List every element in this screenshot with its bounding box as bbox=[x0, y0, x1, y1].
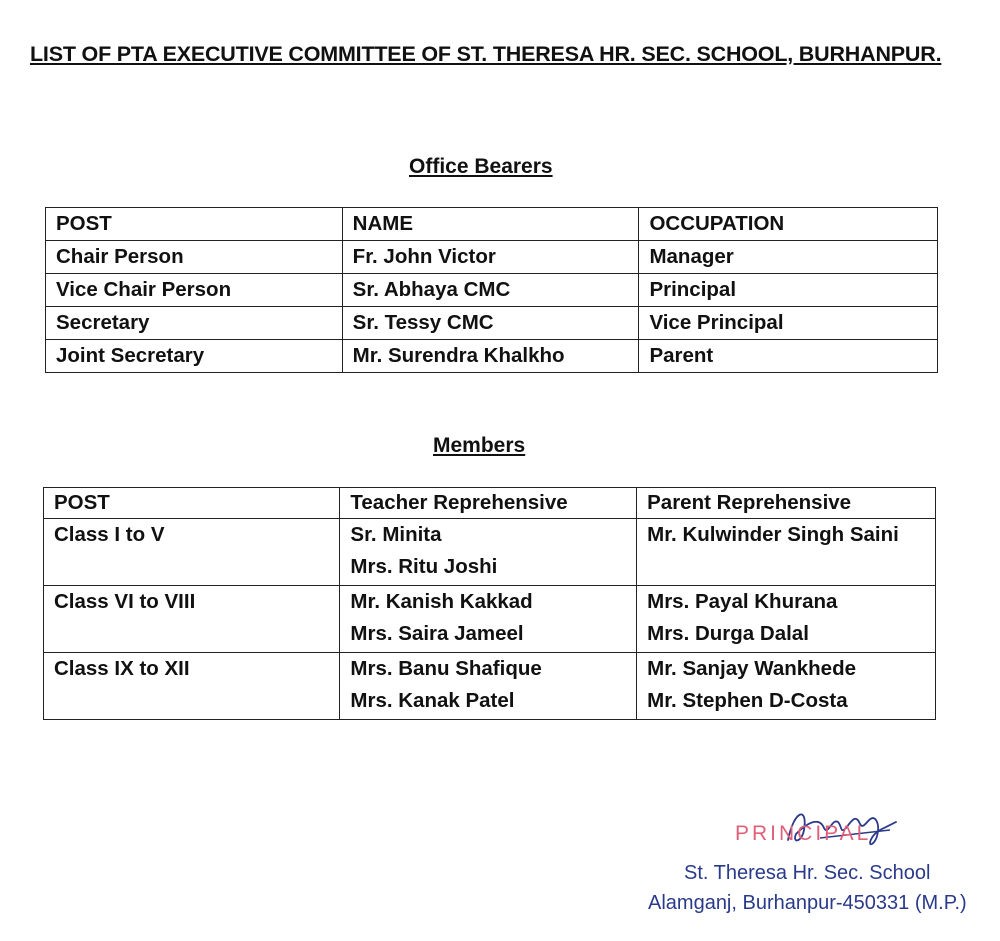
teacher-name: Mrs. Banu Shafique bbox=[350, 657, 542, 680]
header-cell: OCCUPATION bbox=[639, 208, 938, 241]
parent-cell bbox=[637, 519, 936, 586]
table-row bbox=[46, 241, 938, 274]
header-cell: Parent Reprehensive bbox=[637, 488, 936, 519]
table-row bbox=[46, 274, 938, 307]
header-cell: NAME bbox=[342, 208, 639, 241]
parent-name: Mrs. Payal Khurana bbox=[647, 590, 838, 613]
table-row bbox=[44, 586, 936, 653]
name-cell: Sr. Abhaya CMC bbox=[342, 274, 639, 307]
table-row bbox=[46, 307, 938, 340]
header-cell: Teacher Reprehensive bbox=[340, 488, 637, 519]
parent-cell bbox=[637, 653, 936, 720]
name-cell: Fr. John Victor bbox=[342, 241, 639, 274]
stamp-school-name: St. Theresa Hr. Sec. School bbox=[684, 862, 931, 884]
principal-stamp bbox=[640, 800, 980, 930]
table-header-row bbox=[44, 488, 936, 519]
post-cell: Class I to V bbox=[44, 519, 340, 586]
table-row bbox=[44, 653, 936, 720]
teacher-name: Mrs. Kanak Patel bbox=[350, 689, 515, 712]
teacher-cell bbox=[340, 586, 637, 653]
office-bearers-heading: Office Bearers bbox=[409, 155, 553, 178]
teacher-name: Mrs. Ritu Joshi bbox=[350, 555, 498, 578]
name-cell: Sr. Tessy CMC bbox=[342, 307, 639, 340]
table-row bbox=[44, 519, 936, 586]
occupation-cell: Parent bbox=[639, 340, 938, 373]
parent-cell bbox=[637, 586, 936, 653]
header-cell: POST bbox=[44, 488, 340, 519]
teacher-cell bbox=[340, 653, 637, 720]
table-header-row bbox=[46, 208, 938, 241]
members-heading: Members bbox=[433, 434, 526, 457]
header-cell: POST bbox=[46, 208, 343, 241]
post-cell: Class IX to XII bbox=[44, 653, 340, 720]
occupation-cell: Principal bbox=[639, 274, 938, 307]
parent-name: Mr. Kulwinder Singh Saini bbox=[647, 523, 899, 546]
post-cell: Secretary bbox=[46, 307, 343, 340]
stamp-address: Alamganj, Burhanpur-450331 (M.P.) bbox=[648, 892, 967, 914]
teacher-name: Sr. Minita bbox=[350, 523, 442, 546]
post-cell: Vice Chair Person bbox=[46, 274, 343, 307]
post-cell: Chair Person bbox=[46, 241, 343, 274]
parent-name: Mr. Stephen D-Costa bbox=[647, 689, 848, 712]
post-cell: Joint Secretary bbox=[46, 340, 343, 373]
principal-label: PRINCIPAL bbox=[735, 822, 872, 845]
document-title: LIST OF PTA EXECUTIVE COMMITTEE OF ST. THERESA HR. SEC. SCHOOL, BURHANPUR. bbox=[30, 42, 942, 66]
teacher-name: Mr. Kanish Kakkad bbox=[350, 590, 533, 613]
parent-name: Mr. Sanjay Wankhede bbox=[647, 657, 856, 680]
name-cell: Mr. Surendra Khalkho bbox=[342, 340, 639, 373]
members-table bbox=[43, 487, 936, 720]
table-row bbox=[46, 340, 938, 373]
occupation-cell: Manager bbox=[639, 241, 938, 274]
teacher-cell bbox=[340, 519, 637, 586]
parent-name: Mrs. Durga Dalal bbox=[647, 622, 809, 645]
occupation-cell: Vice Principal bbox=[639, 307, 938, 340]
teacher-name: Mrs. Saira Jameel bbox=[350, 622, 524, 645]
office-bearers-table bbox=[45, 207, 938, 373]
post-cell: Class VI to VIII bbox=[44, 586, 340, 653]
